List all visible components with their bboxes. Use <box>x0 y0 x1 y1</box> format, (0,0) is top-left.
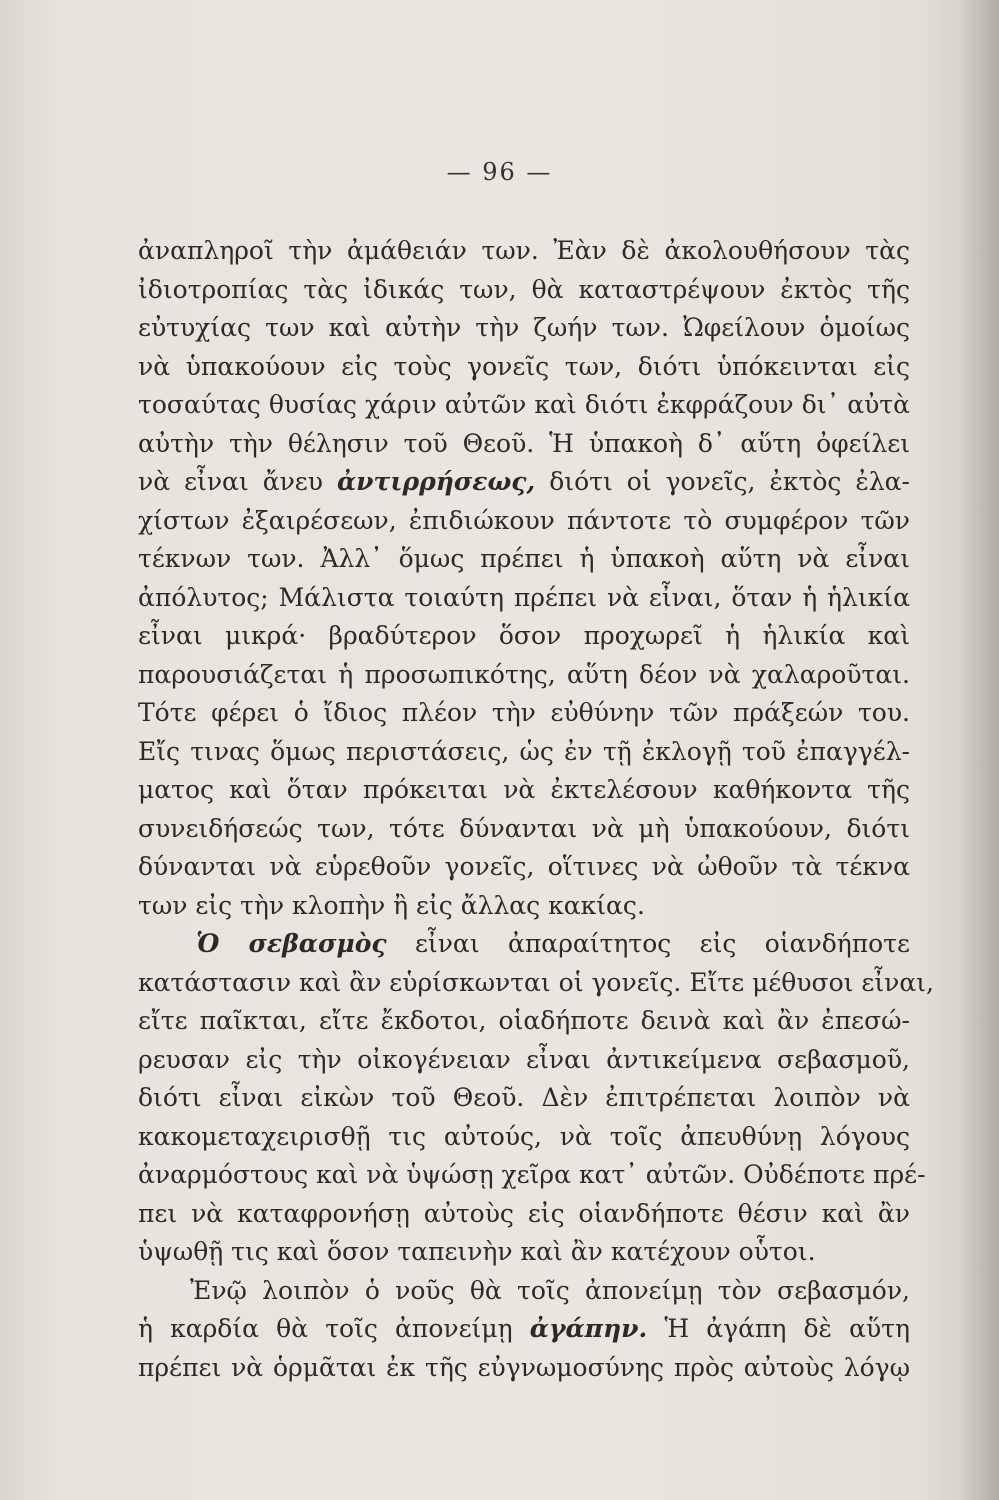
page-edge-shadow <box>961 0 999 1500</box>
text-line: Τότε φέρει ὁ ἴδιος πλέον τὴν εὐθύνην τῶν πράξεών του. <box>138 698 910 727</box>
text-line: ἀναπληροῖ τὴν ἀμάθειάν των. Ἐὰν δὲ ἀκολουθήσουν τὰς <box>138 236 910 265</box>
text-line: εὐτυχίας των καὶ αὐτὴν τὴν ζωήν των. Ὠφείλουν ὁμοίως <box>138 313 910 342</box>
text-line <box>138 463 910 502</box>
text-line: δύνανται νὰ εὑρεθοῦν γονεῖς, οἵτινες νὰ ὠθοῦν τὰ τέκνα <box>138 852 910 881</box>
text-line: τοσαύτας θυσίας χάριν αὐτῶν καὶ διότι ἐκφράζουν δι᾽ αὐτὰ <box>138 390 910 419</box>
text-line: ἰδιοτροπίας τὰς ἰδικάς των, θὰ καταστρέψουν ἐκτὸς τῆς <box>138 274 910 304</box>
emphasized-term: Ὁ σεβασμὸς <box>196 929 387 958</box>
text-line: κακομεταχειρισθῇ τις αὐτούς, νὰ τοῖς ἀπευθύνῃ λόγους <box>138 1121 910 1151</box>
emphasized-term: ἀγάπην. <box>529 1314 648 1343</box>
text-line: αὐτὴν τὴν θέλησιν τοῦ Θεοῦ. Ἡ ὑπακοὴ δ᾽ αὕτη ὀφείλει <box>138 428 910 458</box>
text-line: εἴτε παῖκται, εἴτε ἔκδοτοι, οἱαδήποτε δεινὰ καὶ ἂν ἐπεσώ- <box>138 1006 910 1035</box>
text-line: τέκνων των. Ἀλλ᾽ ὅμως πρέπει ἡ ὑπακοὴ αὕτη νὰ εἶναι <box>138 544 910 573</box>
page-number: — 96 — <box>446 158 553 186</box>
text-line <box>138 925 910 964</box>
text-line: χίστων ἐξαιρέσεων, ἐπιδιώκουν πάντοτε τὸ συμφέρον τῶν <box>138 505 910 535</box>
text-line: ὑψωθῇ τις καὶ ὅσον ταπεινὴν καὶ ἂν κατέχουν οὗτοι. <box>138 1237 816 1266</box>
text-line: νὰ ὑπακούουν εἰς τοὺς γονεῖς των, διότι ὑπόκεινται εἰς <box>138 351 910 381</box>
text-line: ἀπόλυτος; Μάλιστα τοιαύτη πρέπει νὰ εἶναι, ὅταν ἡ ἡλικία <box>138 582 910 612</box>
text-line: ἀναρμόστους καὶ νὰ ὑψώσῃ χεῖρα κατ᾽ αὐτῶν. Οὐδέποτε πρέ- <box>138 1160 926 1189</box>
text-line: των εἰς τὴν κλοπὴν ἢ εἰς ἄλλας κακίας. <box>138 890 645 920</box>
text-line: παρουσιάζεται ἡ προσωπικότης, αὕτη δέον νὰ χαλαροῦται. <box>138 659 910 689</box>
text-line: πει νὰ καταφρονήσῃ αὐτοὺς εἰς οἱανδήποτε θέσιν καὶ ἂν <box>138 1198 910 1228</box>
text-line: πρέπει νὰ ὁρμᾶται ἐκ τῆς εὐγνωμοσύνης πρὸς αὐτοὺς λόγῳ <box>138 1352 910 1382</box>
text-segment: διότι οἱ γονεῖς, ἐκτὸς ἐλα- <box>549 467 910 496</box>
text-line: ματος καὶ ὅταν πρόκειται νὰ ἐκτελέσουν καθήκοντα τῆς <box>138 775 910 804</box>
body-text <box>138 232 934 1387</box>
text-segment: εἶναι ἀπαραίτητος εἰς οἱανδήποτε <box>414 929 910 958</box>
text-line: διότι εἶναι εἰκὼν τοῦ Θεοῦ. Δὲν ἐπιτρέπεται λοιπὸν νὰ <box>138 1083 910 1112</box>
text-segment: νὰ εἶναι ἄνευ <box>138 467 323 496</box>
text-line: ρευσαν εἰς τὴν οἰκογένειαν εἶναι ἀντικείμενα σεβασμοῦ, <box>138 1044 910 1074</box>
text-line <box>138 1310 910 1349</box>
text-line: συνειδήσεώς των, τότε δύνανται νὰ μὴ ὑπακούουν, διότι <box>138 813 910 843</box>
text-segment: Ἡ ἀγάπη δὲ αὕτη <box>664 1314 910 1343</box>
text-line: Ἐνῷ λοιπὸν ὁ νοῦς θὰ τοῖς ἀπονείμῃ τὸν σεβασμόν, <box>190 1275 910 1305</box>
text-line: κατάστασιν καὶ ἂν εὑρίσκωνται οἱ γονεῖς. Εἴτε μέθυσοι εἶναι, <box>138 967 934 997</box>
text-segment: ἡ καρδία θὰ τοῖς ἀπονείμῃ <box>138 1314 513 1343</box>
text-line: Εἴς τινας ὅμως περιστάσεις, ὡς ἐν τῇ ἐκλογῇ τοῦ ἐπαγγέλ- <box>138 736 910 766</box>
text-line: εἶναι μικρά· βραδύτερον ὅσον προχωρεῖ ἡ ἡλικία καὶ <box>138 621 910 650</box>
emphasized-term: ἀντιρρήσεως, <box>336 467 536 496</box>
